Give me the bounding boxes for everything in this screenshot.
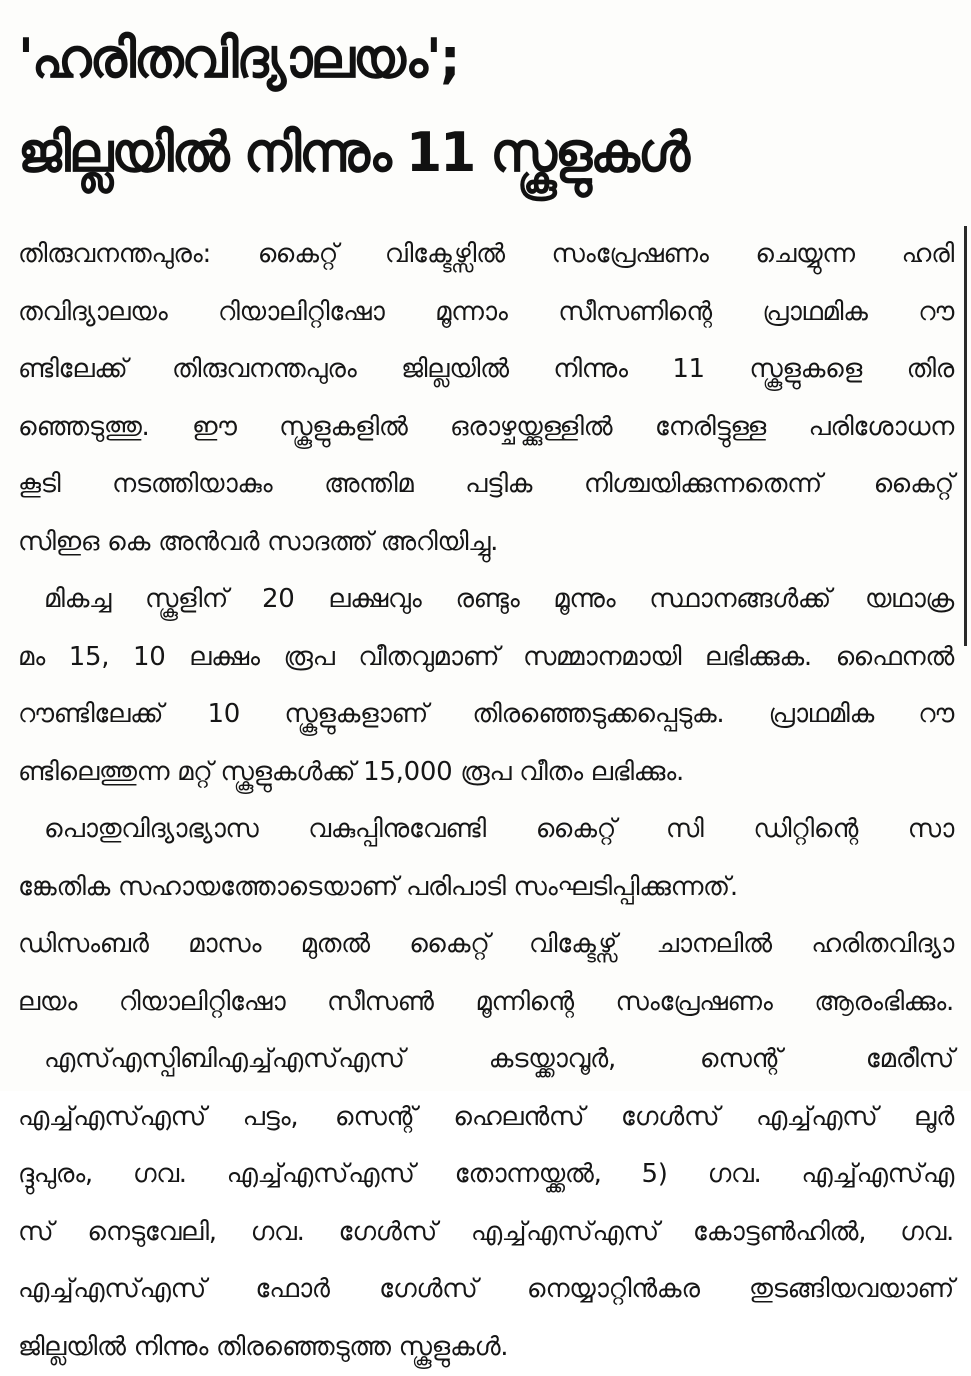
text-line: കൂടി നടത്തിയാകും അന്തിമ പട്ടിക നിശ്ചയിക്കുന്നതെന്ന് കൈറ്റ് [18, 456, 954, 514]
headline-line-1: 'ഹരിതവിദ്യാലയം'; [18, 14, 948, 104]
text-line: ലയം റിയാലിറ്റിഷോ സീസൺ മൂന്നിന്റെ സംപ്രേഷണം ആരംഭിക്കും. [18, 974, 954, 1032]
paragraph-2 [18, 571, 954, 801]
paragraph-4 [18, 1031, 954, 1376]
column-edge-rule [964, 226, 967, 646]
text-line: തിരുവനന്തപുരം: കൈറ്റ് വിക്ടേഴ്സിൽ സംപ്രേഷണം ചെയ്യുന്ന ഹരി [18, 226, 954, 284]
text-line: ജില്ലയിൽ നിന്നും തിരഞ്ഞെടുത്ത സ്കൂളുകൾ. [18, 1319, 954, 1376]
text-line: ണ്ടിലെത്തുന്ന മറ്റ് സ്കൂളുകൾക്ക് 15,000 രൂപ വീതം ലഭിക്കും. [18, 744, 954, 802]
text-line: ഡിസംബർ മാസം മുതൽ കൈറ്റ് വിക്ടേഴ്സ് ചാനലിൽ ഹരിതവിദ്യാ [18, 916, 954, 974]
text-line: സ് നെടുവേലി, ഗവ. ഗേൾസ് എച്ച്എസ്എസ് കോട്ടൺഹിൽ, ഗവ. [18, 1204, 954, 1262]
article-body [18, 226, 954, 1376]
headline-line-2: ജില്ലയിൽ നിന്നും 11 സ്കൂളുകൾ [18, 108, 948, 198]
text-line: എസ്എസ്പിബിഎച്ച്എസ്എസ് കടയ്ക്കാവൂർ, സെന്റ് മേരീസ് [18, 1031, 954, 1089]
text-line: റൗണ്ടിലേക്ക് 10 സ്കൂളുകളാണ് തിരഞ്ഞെടുക്കപ്പെടുക. പ്രാഥമിക റൗ [18, 686, 954, 744]
text-line: മികച്ച സ്കൂളിന് 20 ലക്ഷവും രണ്ടും മൂന്നും സ്ഥാനങ്ങൾക്ക് യഥാക്ര [18, 571, 954, 629]
text-line: ദ്ദുപുരം, ഗവ. എച്ച്എസ്എസ് തോന്നയ്ക്കൽ, 5) ഗവ. എച്ച്എസ്എ [18, 1146, 954, 1204]
text-line: ഞ്ഞെടുത്തു. ഈ സ്കൂളുകളിൽ ഒരാഴ്ചയ്ക്കുള്ളിൽ നേരിട്ടുള്ള പരിശോധന [18, 399, 954, 457]
text-line: എച്ച്എസ്എസ് ഫോർ ഗേൾസ് നെയ്യാറ്റിൻകര തുടങ്ങിയവയാണ് [18, 1261, 954, 1319]
text-line: പൊതുവിദ്യാഭ്യാസ വകുപ്പിനുവേണ്ടി കൈറ്റ് സി ഡിറ്റിന്റെ സാ [18, 801, 954, 859]
text-line: സിഇഒ കെ അൻവർ സാദത്ത് അറിയിച്ചു. [18, 514, 954, 572]
text-line: ങ്കേതിക സഹായത്തോടെയാണ് പരിപാടി സംഘടിപ്പിക്കുന്നത്. [18, 859, 954, 917]
text-line: തവിദ്യാലയം റിയാലിറ്റിഷോ മൂന്നാം സീസണിന്റെ പ്രാഥമിക റൗ [18, 284, 954, 342]
text-line: ണ്ടിലേക്ക് തിരുവനന്തപുരം ജില്ലയിൽ നിന്നും 11 സ്കൂളുകളെ തിര [18, 341, 954, 399]
text-line: എച്ച്എസ്എസ് പട്ടം, സെന്റ് ഹെലൻസ് ഗേൾസ് എച്ച്എസ് ലൂർ [18, 1089, 954, 1147]
paragraph-3 [18, 801, 954, 1031]
text-line: മം 15, 10 ലക്ഷം രൂപ വീതവുമാണ് സമ്മാനമായി ലഭിക്കുക. ഫൈനൽ [18, 629, 954, 687]
paragraph-1 [18, 226, 954, 571]
